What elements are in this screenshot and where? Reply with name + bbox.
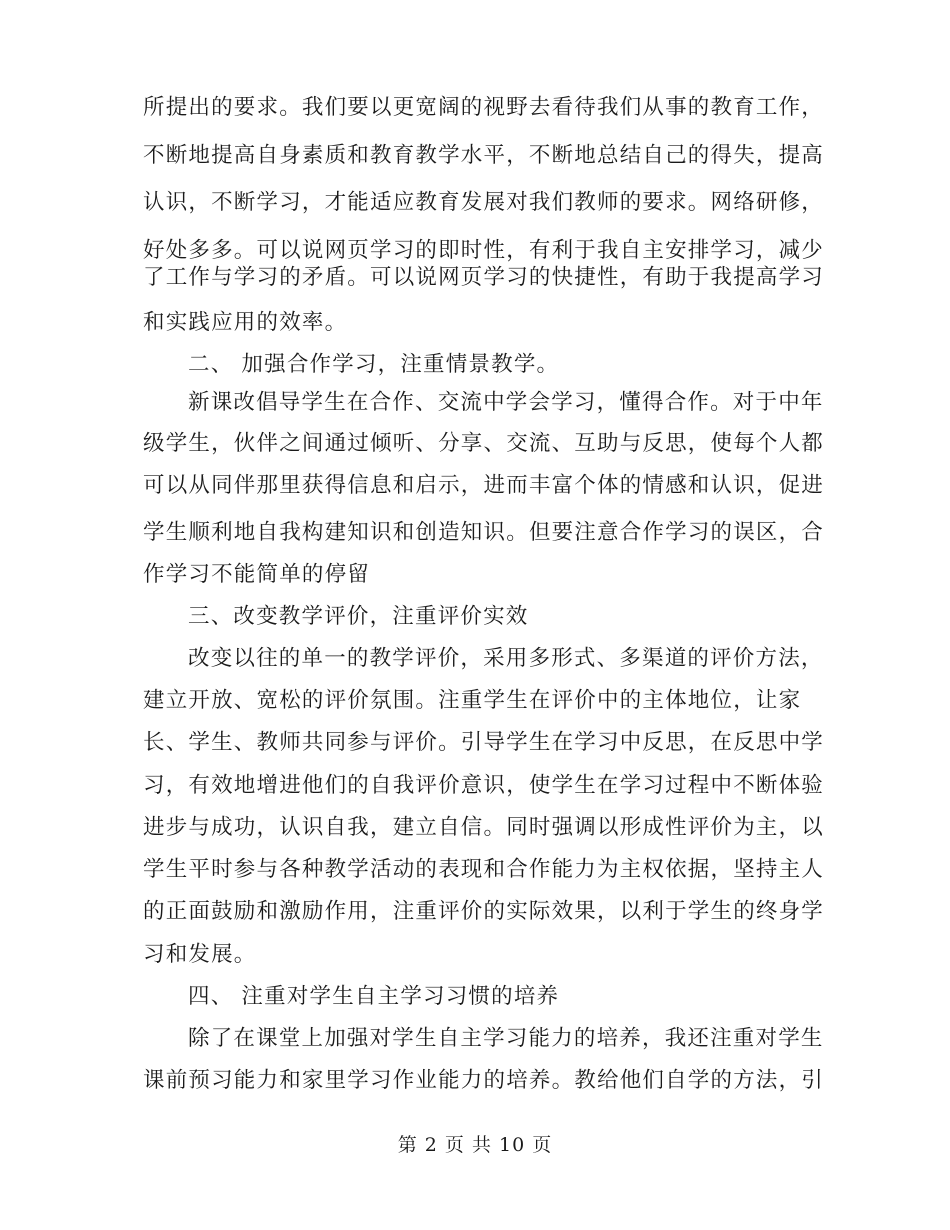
body-text-line: 认识，不断学习，才能适应教育发展对我们教师的要求。网络研修， — [143, 190, 825, 215]
body-text-line: 和实践应用的效率。 — [143, 310, 348, 335]
body-text-line: 学生顺利地自我构建知识和创造知识。但要注意合作学习的误区，合 — [143, 520, 825, 545]
body-text-line: 长、学生、教师共同参与评价。引导学生在学习中反思，在反思中学 — [143, 730, 825, 755]
body-text-line: 的正面鼓励和激励作用，注重评价的实际效果，以利于学生的终身学 — [143, 899, 825, 924]
body-text-line: 级学生，伙伴之间通过倾听、分享、交流、互助与反思，使每个人都 — [143, 431, 825, 456]
section-heading: 四、 注重对学生自主学习习惯的培养 — [188, 984, 560, 1009]
body-text-line: 不断地提高自身素质和教育教学水平，不断地总结自己的得失，提高 — [143, 143, 825, 168]
section-heading: 二、 加强合作学习，注重情景教学。 — [188, 352, 560, 377]
body-text-line: 新课改倡导学生在合作、交流中学会学习，懂得合作。对于中年 — [188, 390, 824, 415]
body-text-line: 习和发展。 — [143, 942, 257, 967]
body-text-line: 作学习不能简单的停留 — [143, 562, 371, 587]
body-text-line: 所提出的要求。我们要以更宽阔的视野去看待我们从事的教育工作， — [143, 95, 825, 120]
body-text-line: 好处多多。可以说网页学习的即时性，有利于我自主安排学习，减少 — [143, 238, 825, 263]
body-text-line: 了工作与学习的矛盾。可以说网页学习的快捷性，有助于我提高学习 — [143, 265, 825, 290]
page-number-footer: 第 2 页 共 10 页 — [397, 1134, 553, 1156]
section-heading: 三、改变教学评价，注重评价实效 — [188, 604, 529, 629]
body-text-line: 改变以往的单一的教学评价，采用多形式、多渠道的评价方法， — [188, 646, 824, 671]
body-text-line: 建立开放、宽松的评价氛围。注重学生在评价中的主体地位，让家 — [143, 688, 802, 713]
body-text-line: 可以从同伴那里获得信息和启示，进而丰富个体的情感和认识，促进 — [143, 473, 825, 498]
body-text-line: 课前预习能力和家里学习作业能力的培养。教给他们自学的方法，引 — [143, 1068, 825, 1093]
body-text-line: 习，有效地增进他们的自我评价意识，使学生在学习过程中不断体验 — [143, 773, 825, 798]
body-text-line: 进步与成功，认识自我，建立自信。同时强调以形成性评价为主，以 — [143, 815, 825, 840]
body-text-line: 学生平时参与各种教学活动的表现和合作能力为主权依据，坚持主人 — [143, 857, 825, 882]
body-text-line: 除了在课堂上加强对学生自主学习能力的培养，我还注重对学生 — [188, 1026, 824, 1051]
